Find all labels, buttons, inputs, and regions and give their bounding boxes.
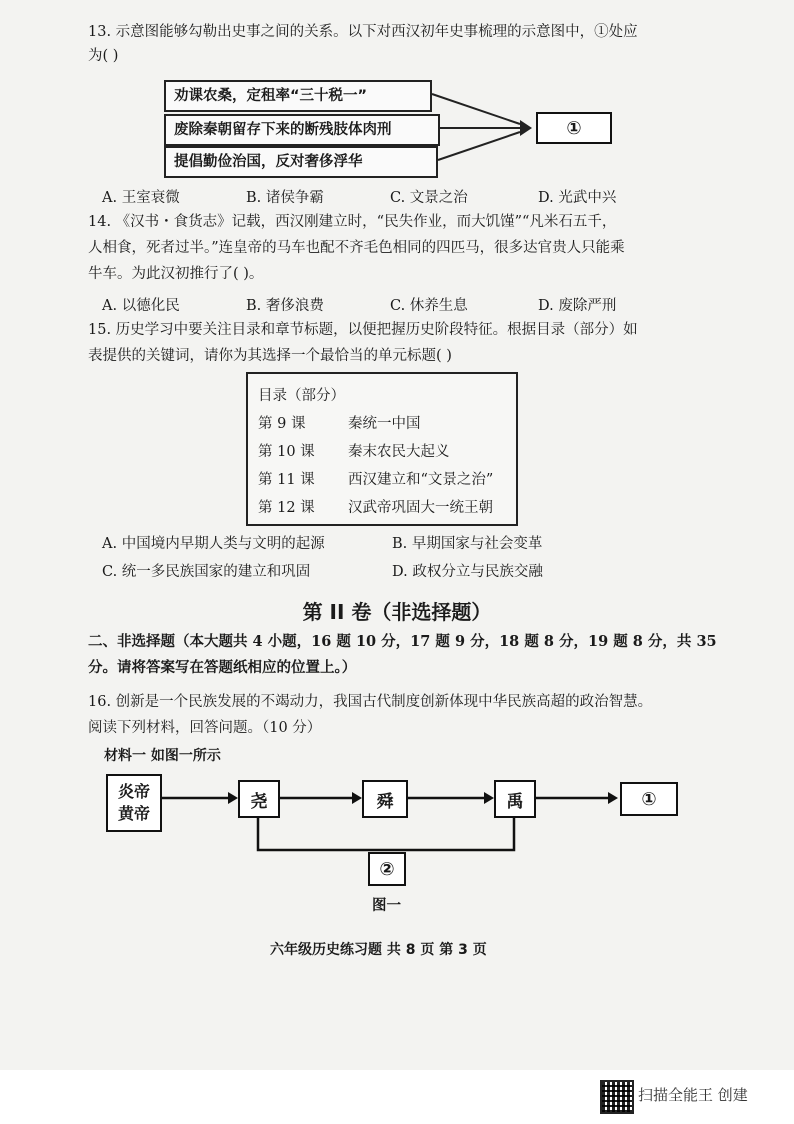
q15-stem-line2: 表提供的关键词，请你为其选择一个最恰当的单元标题( ) — [88, 348, 452, 364]
toc-lesson: 第 11 课 — [258, 472, 315, 488]
flow-blank-2: ② — [368, 852, 406, 886]
flow-start-box — [106, 774, 162, 832]
flow-start-label-2: 黄帝 — [117, 804, 150, 823]
toc-lesson: 第 10 课 — [258, 444, 315, 460]
q16-stem-line1: 16. 创新是一个民族发展的不竭动力，我国古代制度创新体现中华民族高超的政治智慧。 — [88, 694, 653, 710]
q15-option-b: B. 早期国家与社会变革 — [392, 536, 543, 552]
q16-material-label: 材料一 如图一所示 — [104, 748, 221, 764]
toc-row — [258, 440, 450, 461]
q13-box-1: 劝课农桑，定租率“三十税一” — [164, 80, 432, 112]
page-footer: 六年级历史练习题 共 8 页 第 3 页 — [270, 942, 487, 958]
part2-intro-line1: 二、非选择题（本大题共 4 小题，16 题 10 分，17 题 9 分，18 题 8 分，19 题 8 分，共 35 — [88, 633, 717, 650]
q14-option-a: A. 以德化民 — [102, 298, 180, 314]
figure-caption: 图一 — [372, 898, 401, 914]
q14-option-c: C. 休养生息 — [390, 298, 468, 314]
q13-stem-line1: 13. 示意图能够勾勒出史事之间的关系。以下对西汉初年史事梳理的示意图中，①处应 — [88, 24, 638, 40]
q15-option-c: C. 统一多民族国家的建立和巩固 — [102, 564, 311, 580]
q14-stem-line3: 牛车。为此汉初推行了( )。 — [88, 266, 264, 282]
toc-title: 秦末农民大起义 — [348, 444, 450, 460]
q14-option-d: D. 废除严刑 — [538, 298, 617, 314]
q13-stem-line2: 为( ) — [88, 48, 119, 64]
q13-box-2: 废除秦朝留存下来的断残肢体肉刑 — [164, 114, 440, 146]
q13-box-3: 提倡勤俭治国，反对奢侈浮华 — [164, 146, 438, 178]
q15-option-d: D. 政权分立与民族交融 — [392, 564, 543, 580]
q13-option-c: C. 文景之治 — [390, 190, 468, 206]
q14-stem-line2: 人相食，死者过半。”连皇帝的马车也配不齐毛色相同的四匹马，很多达官贵人只能乘 — [88, 240, 625, 256]
toc-lesson: 第 12 课 — [258, 500, 315, 516]
qr-code-icon — [600, 1080, 634, 1114]
toc-row — [258, 496, 493, 517]
q13-option-b: B. 诸侯争霸 — [246, 190, 324, 206]
q15-toc-table — [246, 372, 518, 526]
q16-stem-line2: 阅读下列材料，回答问题。（10 分） — [88, 720, 322, 736]
q14-stem-line1: 14. 《汉书・食货志》记载，西汉刚建立时，“民失作业，而大饥馑”“凡米石五千， — [88, 214, 617, 230]
flow-node-yao: 尧 — [238, 780, 280, 818]
toc-row — [258, 412, 421, 433]
q13-option-d: D. 光武中兴 — [538, 190, 617, 206]
scanner-watermark: 扫描全能王 创建 — [638, 1086, 748, 1104]
toc-title: 西汉建立和“文景之治” — [348, 472, 494, 488]
q13-target-box: ① — [536, 112, 612, 144]
flow-node-shun: 舜 — [362, 780, 408, 818]
toc-title: 汉武帝巩固大一统王朝 — [348, 500, 493, 516]
part2-intro-line2: 分。请将答案写在答题纸相应的位置上。） — [88, 659, 357, 676]
q13-option-a: A. 王室衰微 — [102, 190, 180, 206]
toc-header: 目录（部分） — [258, 388, 345, 404]
part2-title: 第 II 卷（非选择题） — [302, 600, 492, 624]
q15-option-a: A. 中国境内早期人类与文明的起源 — [102, 536, 325, 552]
toc-lesson: 第 9 课 — [258, 416, 306, 432]
q14-option-b: B. 奢侈浪费 — [246, 298, 324, 314]
toc-title: 秦统一中国 — [348, 416, 421, 432]
flow-start-label-1: 炎帝 — [117, 782, 150, 801]
q15-stem-line1: 15. 历史学习中要关注目录和章节标题，以便把握历史阶段特征。根据目录（部分）如 — [88, 322, 638, 338]
q13-connector-arrows — [0, 0, 794, 200]
toc-row — [258, 468, 494, 489]
flow-node-yu: 禹 — [494, 780, 536, 818]
flow-blank-1: ① — [620, 782, 678, 816]
